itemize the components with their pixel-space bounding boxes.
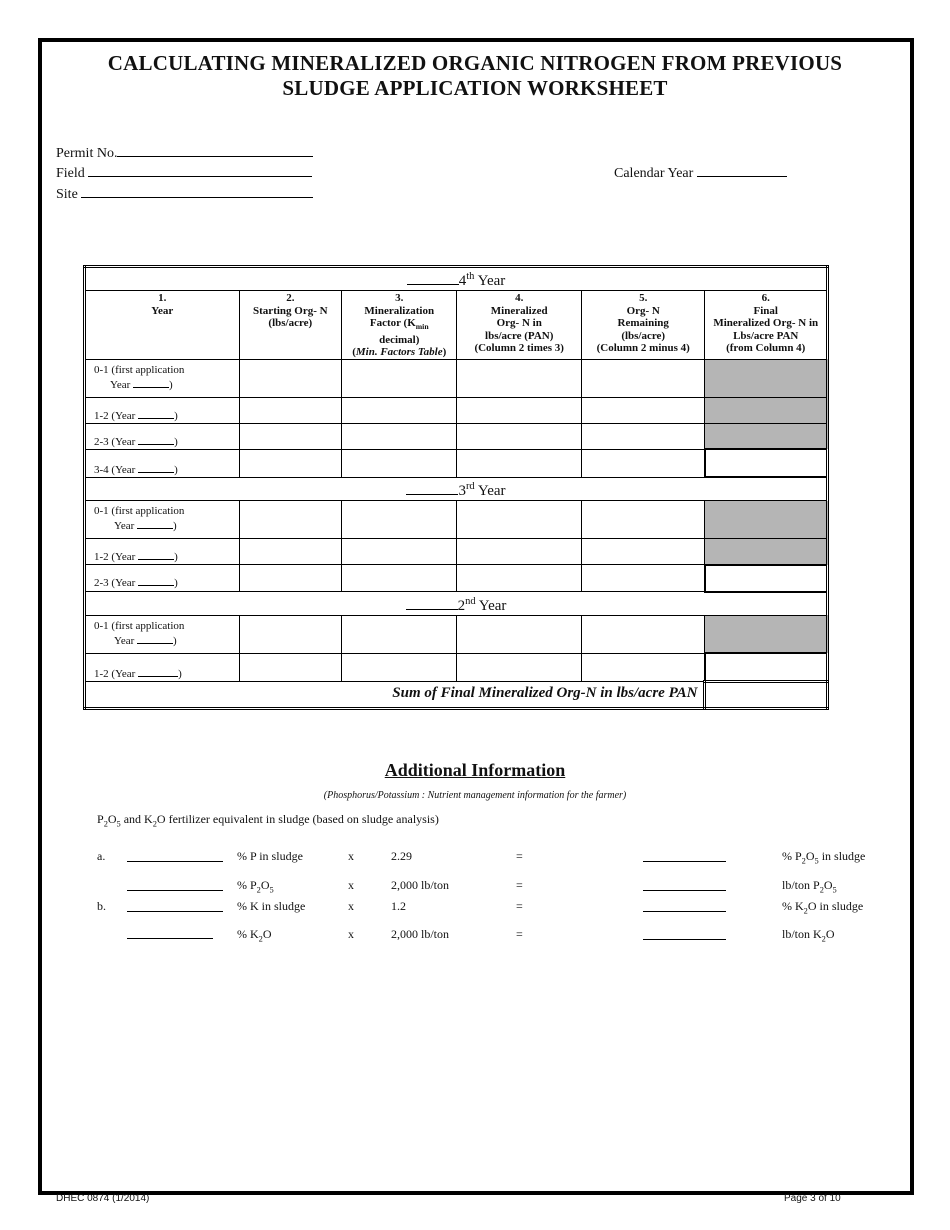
input-cell[interactable]: [342, 359, 457, 397]
input-cell[interactable]: [581, 423, 704, 449]
input-cell[interactable]: [239, 397, 341, 423]
table-row: [85, 539, 828, 565]
col-year-header: 1. Year: [85, 291, 240, 360]
k-factor: 1.2: [391, 899, 406, 913]
permit-field[interactable]: Permit No.: [56, 144, 313, 162]
final-cell[interactable]: [705, 565, 828, 592]
shaded-cell: [705, 397, 828, 423]
input-cell[interactable]: [457, 615, 582, 653]
input-cell[interactable]: [342, 501, 457, 539]
shaded-cell: [705, 615, 828, 653]
row-label: 1-2 (Year ): [85, 539, 240, 565]
input-cell[interactable]: [239, 501, 341, 539]
row-label: 3-4 (Year ): [85, 449, 240, 477]
input-cell[interactable]: [342, 423, 457, 449]
section-4th-year: 4th Year: [85, 267, 828, 291]
sum-label: Sum of Final Mineralized Org-N in lbs/acre PAN: [85, 681, 705, 708]
shaded-cell: [705, 539, 828, 565]
input-cell[interactable]: [457, 653, 582, 681]
col-starting-orgn-header: 2. Starting Org- N (lbs/acre): [239, 291, 341, 360]
lbton-k-label: lb/ton $K_2O$: [782, 927, 835, 944]
page-number: Page 3 of 10: [784, 1193, 841, 1204]
input-cell[interactable]: [239, 539, 341, 565]
row-label: 0-1 (first application Year ): [85, 359, 240, 397]
input-cell[interactable]: [239, 449, 341, 477]
input-cell[interactable]: [342, 653, 457, 681]
table-row: [85, 565, 828, 592]
equals-sign: =: [516, 878, 523, 892]
input-cell[interactable]: [342, 449, 457, 477]
table-row: [85, 653, 828, 681]
col-final-mineralized-header: 6. Final Mineralized Org- N in Lbs/acre PAN (from Column 4): [705, 291, 828, 360]
input-cell[interactable]: [581, 539, 704, 565]
input-cell[interactable]: [239, 615, 341, 653]
section-2nd-year: 2nd Year: [85, 592, 828, 616]
mineralization-table: [83, 265, 829, 710]
times-sign: x: [348, 878, 354, 892]
input-cell[interactable]: [239, 565, 341, 592]
p2o5-result-line[interactable]: [643, 861, 726, 862]
lbton-p-label: lb/ton $P_2O_5$: [782, 878, 837, 895]
p-input-line[interactable]: [127, 861, 223, 862]
input-cell[interactable]: [581, 653, 704, 681]
sum-row: [85, 681, 828, 708]
field-field[interactable]: Field: [56, 164, 312, 182]
input-cell[interactable]: [342, 615, 457, 653]
k2o-label: % $K_2O$: [237, 927, 272, 944]
input-cell[interactable]: [457, 539, 582, 565]
input-cell[interactable]: [239, 423, 341, 449]
table-row: [85, 501, 828, 539]
input-cell[interactable]: [457, 501, 582, 539]
input-cell[interactable]: [581, 565, 704, 592]
input-cell[interactable]: [581, 501, 704, 539]
table-row: [85, 423, 828, 449]
input-cell[interactable]: [342, 539, 457, 565]
additional-info-intro: $P_2O_5$ and $K_2O$ fertilizer equivalent in sludge (based on sludge analysis): [97, 812, 439, 829]
k2o-result-label: % $K_2O$ in sludge: [782, 899, 864, 916]
site-field[interactable]: Site: [56, 185, 313, 203]
additional-info-subtitle: (Phosphorus/Potassium : Nutrient management information for the farmer): [323, 790, 627, 801]
lbton-p-result-line[interactable]: [643, 890, 726, 891]
sum-cell[interactable]: [705, 681, 828, 708]
worksheet-title: CALCULATING MINERALIZED ORGANIC NITROGEN FROM PREVIOUS SLUDGE APPLICATION WORKSHEET: [107, 51, 843, 100]
times-sign: x: [348, 899, 354, 913]
k-in-sludge-label: % K in sludge: [237, 899, 306, 913]
row-label: 0-1 (first application Year ): [85, 615, 240, 653]
equals-sign: =: [516, 849, 523, 863]
input-cell[interactable]: [457, 449, 582, 477]
shaded-cell: [705, 501, 828, 539]
times-sign: x: [348, 849, 354, 863]
row-label: 1-2 (Year ): [85, 397, 240, 423]
input-cell[interactable]: [581, 359, 704, 397]
col-mineralized-orgn-header: 4. Mineralized Org- N in lbs/acre (PAN) (Column 2 times 3): [457, 291, 582, 360]
input-cell[interactable]: [457, 359, 582, 397]
p2o5-input-line[interactable]: [127, 890, 223, 891]
input-cell[interactable]: [457, 397, 582, 423]
row-label: 2-3 (Year ): [85, 565, 240, 592]
lbton-factor: 2,000 lb/ton: [391, 878, 450, 892]
input-cell[interactable]: [457, 565, 582, 592]
input-cell[interactable]: [239, 359, 341, 397]
calendar-year-field[interactable]: Calendar Year: [614, 164, 787, 182]
input-cell[interactable]: [581, 397, 704, 423]
lbton-k-result-line[interactable]: [643, 939, 726, 940]
equals-sign: =: [516, 927, 523, 941]
final-cell[interactable]: [705, 653, 828, 681]
equals-sign: =: [516, 899, 523, 913]
row-label: 2-3 (Year ): [85, 423, 240, 449]
input-cell[interactable]: [581, 449, 704, 477]
table-row: [85, 397, 828, 423]
p-in-sludge-label: % P in sludge: [237, 849, 303, 863]
times-sign: x: [348, 927, 354, 941]
col-orgn-remaining-header: 5. Org- N Remaining (lbs/acre) (Column 2 minus 4): [581, 291, 704, 360]
k-input-line[interactable]: [127, 911, 223, 912]
p2o5-label: % $P_2O_5$: [237, 878, 274, 895]
p-factor: 2.29: [391, 849, 412, 863]
final-cell[interactable]: [705, 449, 828, 477]
row-b-label: b.: [97, 899, 106, 913]
section-3rd-year: 3rd Year: [85, 477, 828, 501]
col-mineralization-factor-header: 3. Mineralization Factor ($K_{min}$ decimal) (Min. Factors Table): [342, 291, 457, 360]
table-row: [85, 449, 828, 477]
lbton-factor: 2,000 lb/ton: [391, 927, 450, 941]
shaded-cell: [705, 359, 828, 397]
input-cell[interactable]: [342, 565, 457, 592]
table-row: [85, 359, 828, 397]
k2o-input-line[interactable]: [127, 938, 213, 939]
shaded-cell: [705, 423, 828, 449]
additional-info-title: Additional Information: [384, 760, 566, 780]
column-headers: [85, 291, 828, 360]
p2o5-result-label: % $P_2O_5$ in sludge: [782, 849, 866, 866]
k2o-result-line[interactable]: [643, 911, 726, 912]
table-row: [85, 615, 828, 653]
input-cell[interactable]: [342, 397, 457, 423]
row-label: 1-2 (Year ): [85, 653, 240, 681]
row-label: 0-1 (first application Year ): [85, 501, 240, 539]
input-cell[interactable]: [581, 615, 704, 653]
form-number: DHEC 0874 (1/2014): [56, 1193, 150, 1204]
input-cell[interactable]: [239, 653, 341, 681]
row-a-label: a.: [97, 849, 106, 863]
input-cell[interactable]: [457, 423, 582, 449]
